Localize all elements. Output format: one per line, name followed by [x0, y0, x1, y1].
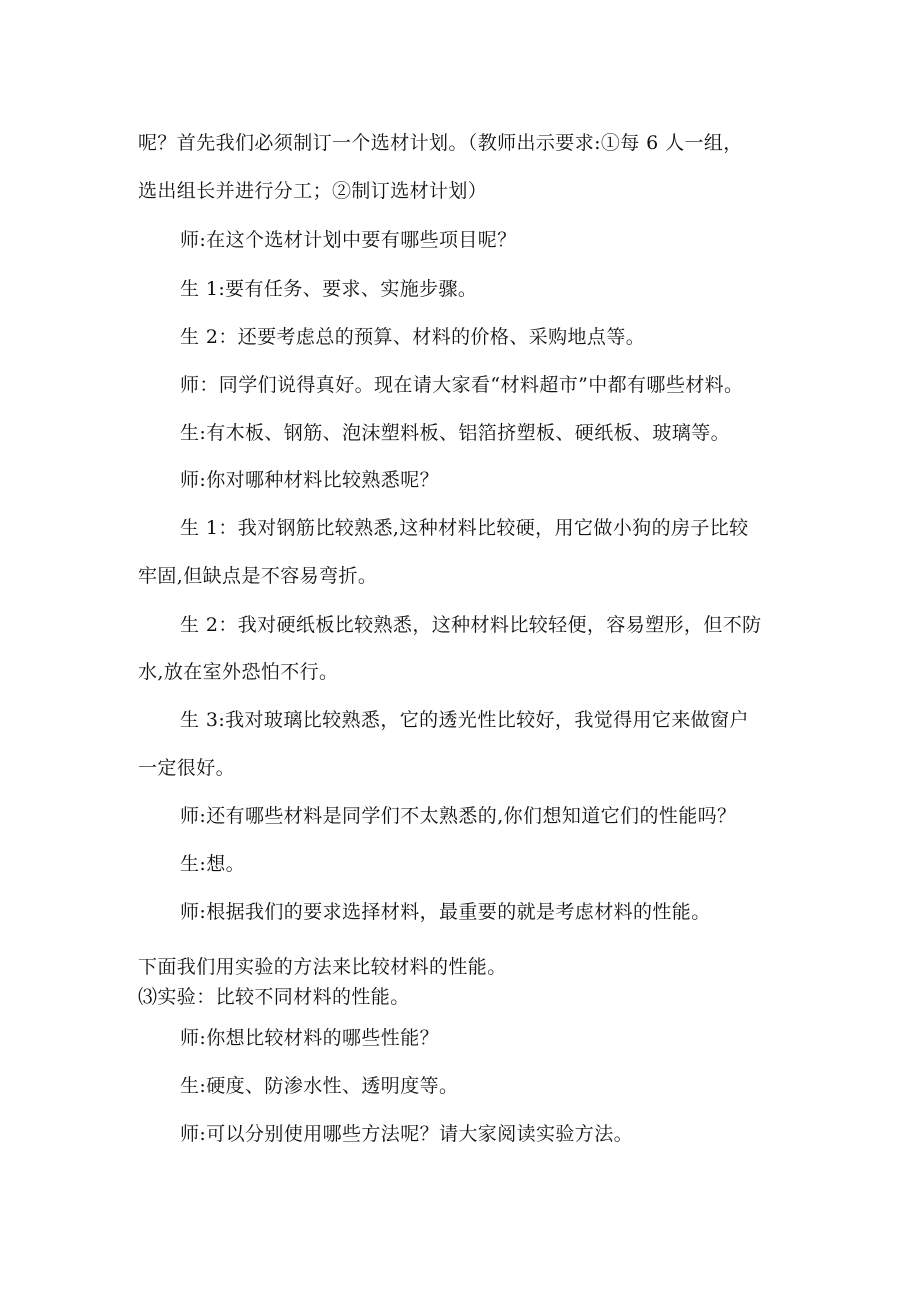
- text-line: 生 1:要有任务、要求、实施步骤。: [180, 278, 478, 300]
- text-line: 师：同学们说得真好。现在请大家看“材料超市”中都有哪些材料。: [180, 374, 744, 396]
- text-line: 下面我们用实验的方法来比较材料的性能。: [138, 956, 507, 978]
- text-line: 生:想。: [180, 853, 246, 875]
- text-line: 师:可以分别使用哪些方法呢？请大家阅读实验方法。: [180, 1123, 634, 1145]
- text-line: 生 3:我对玻璃比较熟悉，它的透光性比较好，我觉得用它来做窗户: [180, 709, 749, 731]
- text-line: 生:有木板、钢筋、泡沫塑料板、铝箔挤塑板、硬纸板、玻璃等。: [180, 422, 731, 444]
- text-line: 生 2：还要考虑总的预算、材料的价格、采购地点等。: [180, 326, 646, 348]
- text-line: 呢？首先我们必须制订一个选材计划。（教师出示要求:①每 6 人一组，: [138, 132, 743, 154]
- text-line: 生:硬度、防渗水性、透明度等。: [180, 1075, 459, 1097]
- text-line: 水,放在室外恐怕不行。: [138, 661, 339, 683]
- text-line: 师:你对哪种材料比较熟悉呢？: [180, 469, 440, 491]
- text-line: 师:根据我们的要求选择材料，最重要的就是考虑材料的性能。: [180, 901, 711, 923]
- text-line: 一定很好。: [138, 757, 236, 779]
- text-line: 师:还有哪些材料是同学们不太熟悉的,你们想知道它们的性能吗？: [180, 805, 737, 827]
- text-line: ⑶实验：比较不同材料的性能。: [138, 986, 410, 1008]
- text-line: 师:在这个选材计划中要有哪些项目呢？: [180, 229, 517, 251]
- text-line: 生 1：我对钢筋比较熟悉,这种材料比较硬，用它做小狗的房子比较: [180, 517, 749, 539]
- text-line: 生 2：我对硬纸板比较熟悉，这种材料比较轻便，容易塑形，但不防: [180, 614, 762, 636]
- text-line: 师:你想比较材料的哪些性能？: [180, 1027, 440, 1049]
- text-line: 牢固,但缺点是不容易弯折。: [138, 565, 378, 587]
- text-line: 选出组长并进行分工；②制订选材计划）: [138, 180, 488, 202]
